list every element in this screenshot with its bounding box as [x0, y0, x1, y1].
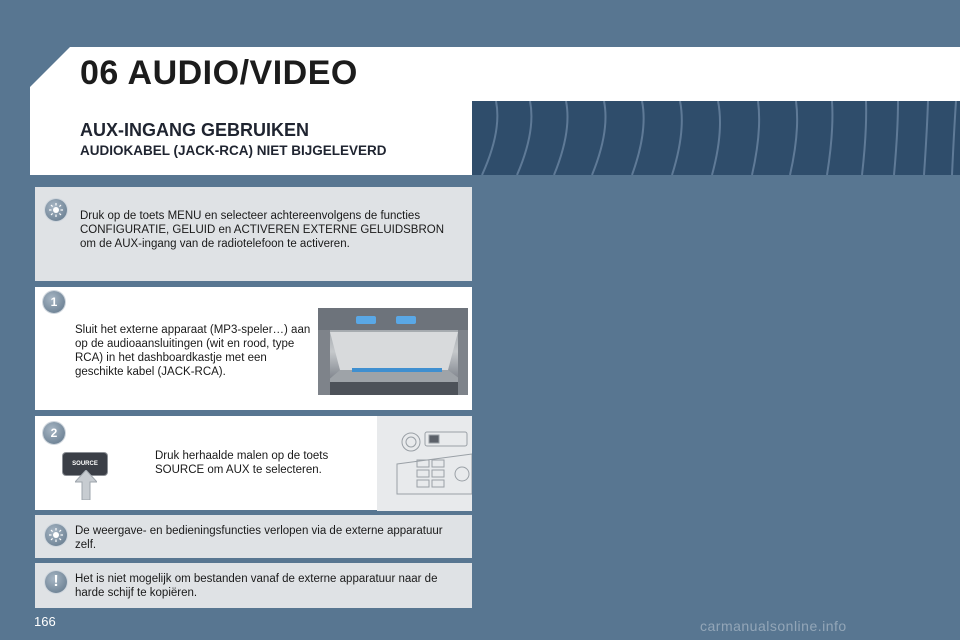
tip-menu-text: Druk op de toets MENU en selecteer achtereenvolgens de functies CONFIGURATIE, GELUID en ACTIVEREN EXTERNE GELUIDSBRON om de AUX-ingang van de radiotelefoon te activeren. — [80, 210, 445, 250]
decorative-arc-panel — [472, 101, 960, 175]
tip-box-external — [35, 515, 472, 558]
glovebox-illustration — [318, 308, 468, 395]
radio-faceplate-illustration — [377, 416, 472, 511]
step-2-text: Druk herhaalde malen op de toets SOURCE om AUX te selecteren. — [155, 450, 329, 476]
section-title: AUX-INGANG GEBRUIKEN — [80, 120, 310, 140]
glovebox-photo — [318, 308, 468, 395]
watermark-text: carmanualsonline.info — [700, 618, 847, 634]
arrow-up-icon — [75, 470, 97, 500]
section-subtitle: AUDIOKABEL (JACK-RCA) NIET BIJGELEVERD — [80, 143, 387, 158]
chapter-number: 06 — [80, 54, 119, 92]
warning-text: Het is niet mogelijk om bestanden vanaf de externe apparatuur naar de harde schijf te kopiëren. — [75, 573, 438, 599]
warning-box — [35, 563, 472, 608]
chapter-name: AUDIO/VIDEO — [127, 54, 358, 92]
page-number: 166 — [34, 614, 56, 629]
tip-external-text: De weergave- en bedieningsfuncties verlopen via de externe apparatuur zelf. — [75, 525, 443, 551]
source-button: SOURCE — [63, 453, 107, 475]
radio-panel-drawing — [377, 416, 472, 511]
chapter-title — [80, 54, 358, 93]
step-box-1 — [35, 287, 472, 410]
exclamation-icon: ! — [45, 571, 67, 593]
tip-box-menu — [35, 187, 472, 281]
sun-icon — [45, 199, 67, 221]
step-1-text: Sluit het externe apparaat (MP3-speler…) aan op de audioaansluitingen (wit en rood, type RCA) in het dashboardkastje met een geschikte kabel (JACK-RCA). — [75, 324, 311, 378]
step-box-2 — [35, 416, 472, 510]
section-title-panel — [30, 101, 472, 175]
sun-icon — [45, 524, 67, 546]
step-number-badge: 1 — [43, 291, 65, 313]
step-number-badge: 2 — [43, 422, 65, 444]
decorative-arcs — [472, 101, 960, 175]
